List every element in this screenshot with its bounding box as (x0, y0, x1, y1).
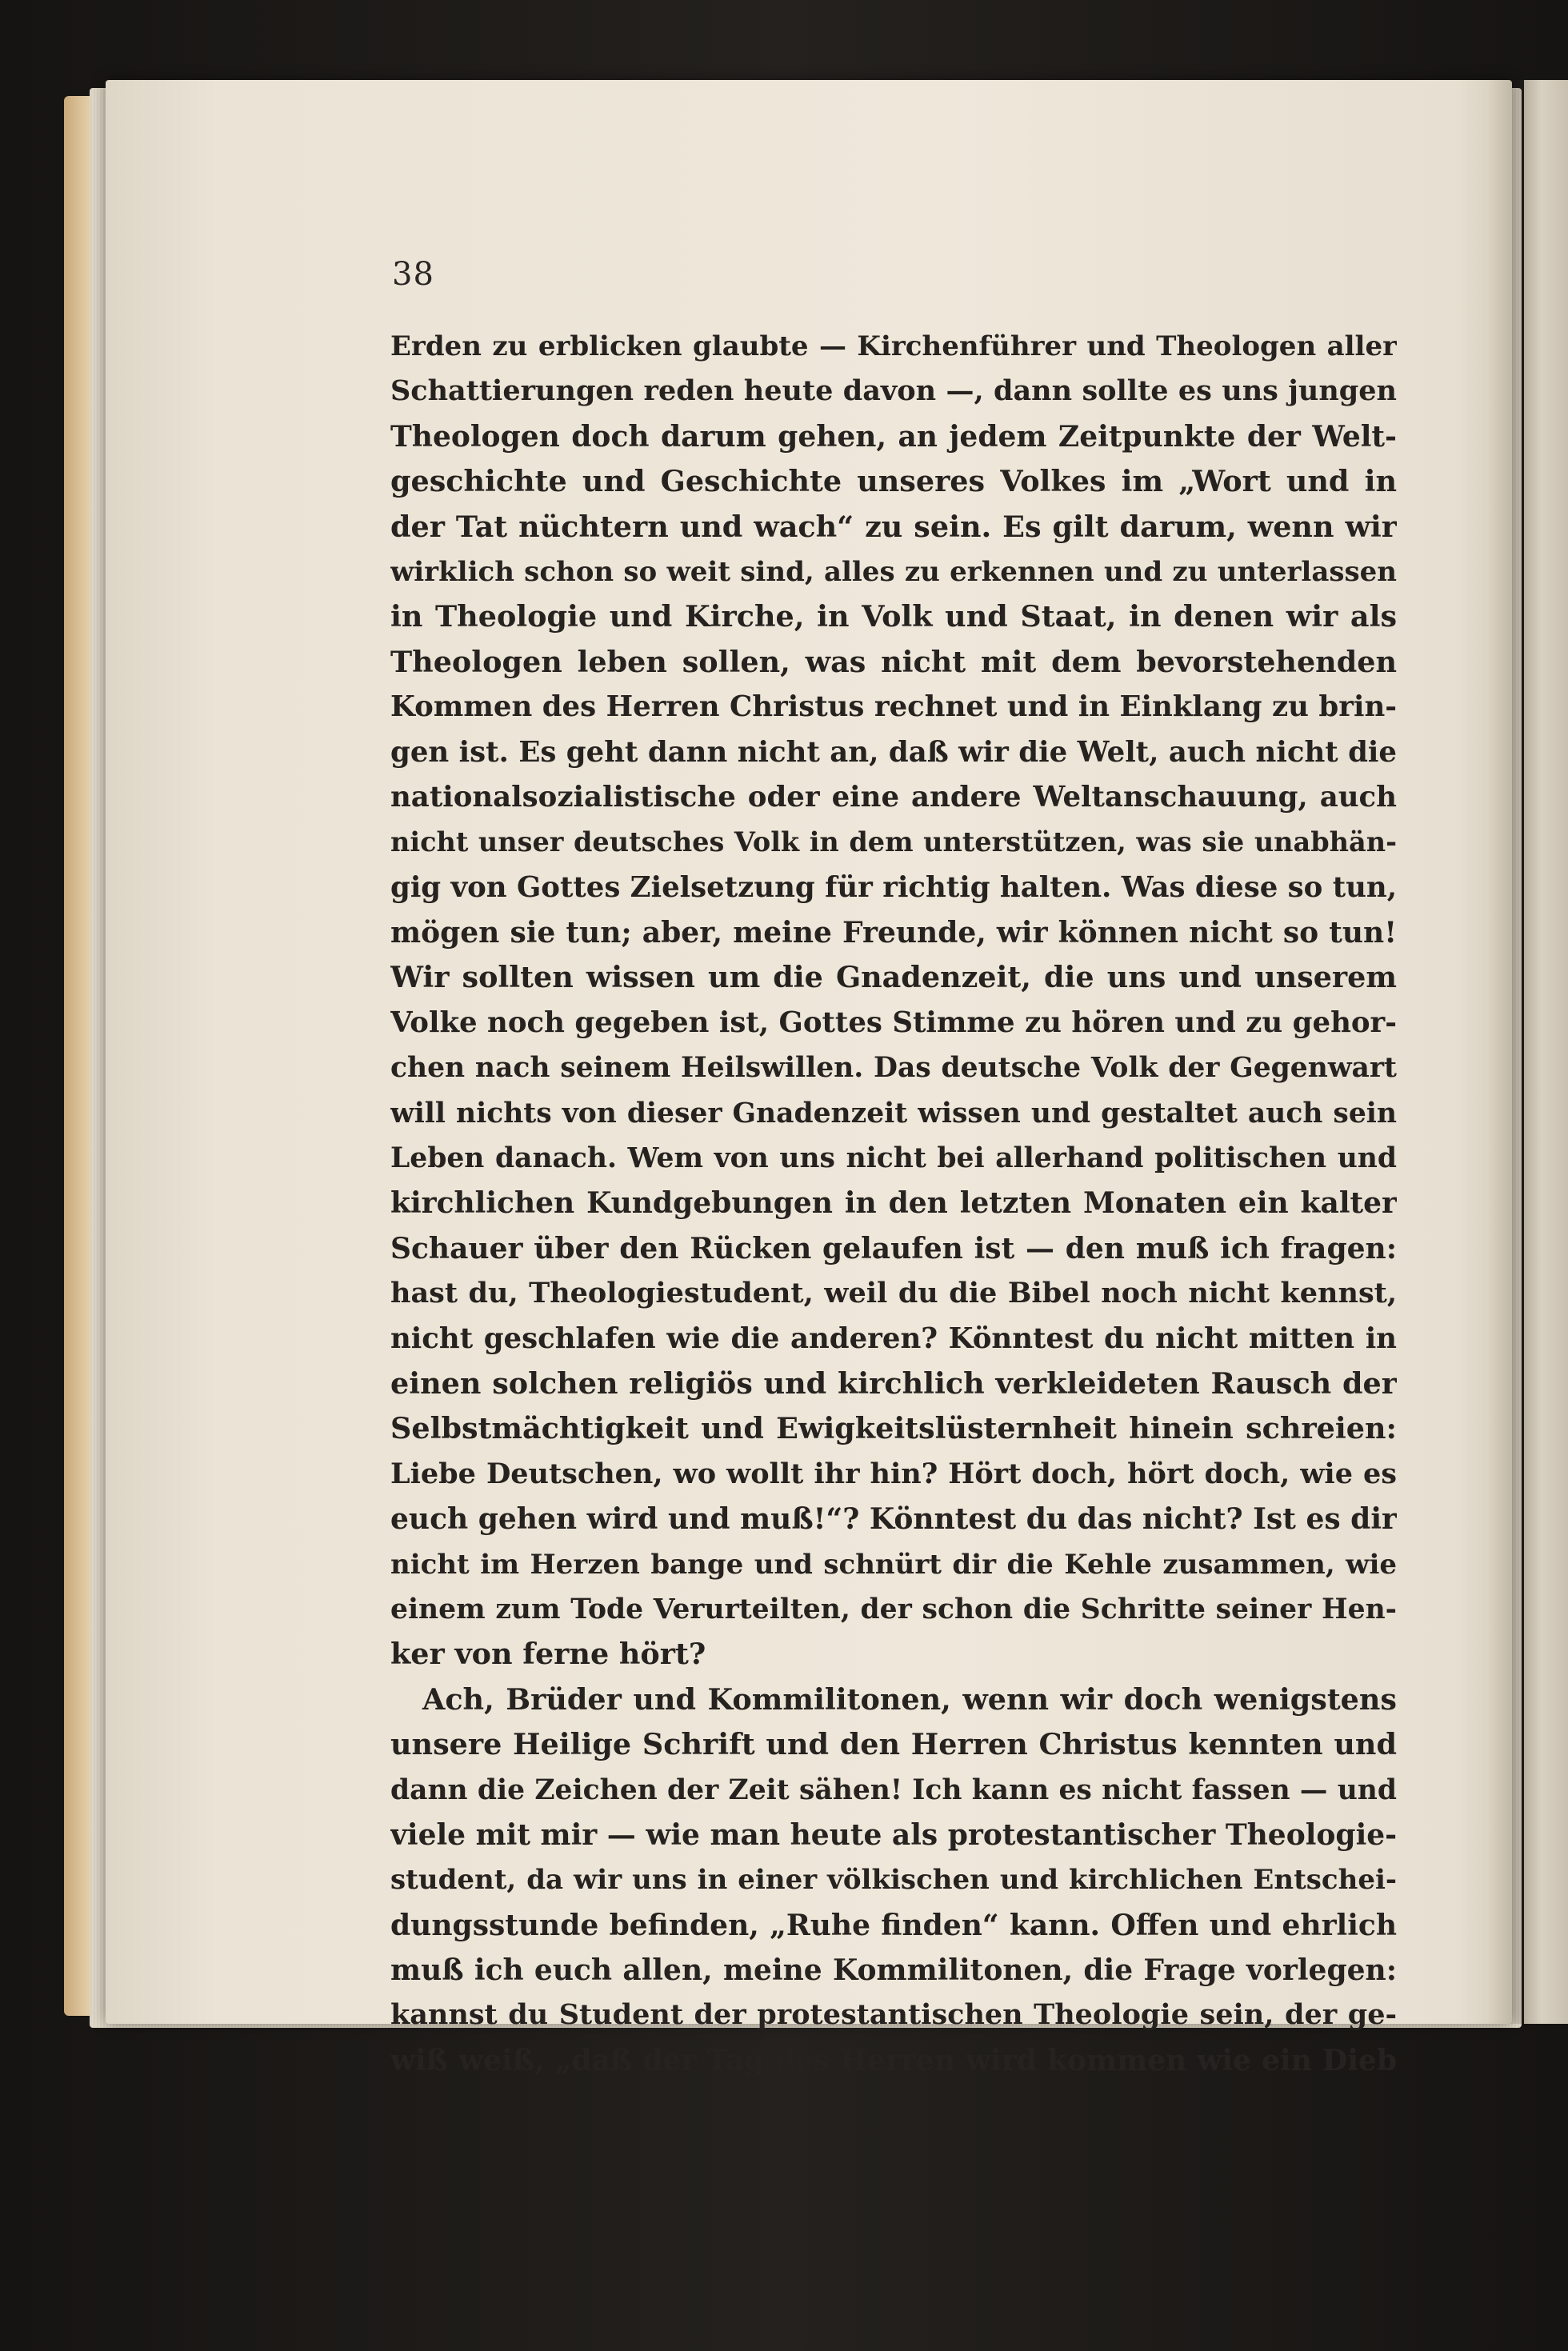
text-line: dann die Zeichen der Zeit sähen! Ich kann es nicht fassen — und (390, 1773, 1397, 1806)
text-line: Erden zu erblicken glaubte — Kirchenführer und Theologen aller (390, 330, 1397, 362)
text-line: gig von Gottes Zielsetzung für richtig halten. Was diese so tun, (390, 870, 1397, 904)
text-line: gen ist. Es geht dann nicht an, daß wir die Welt, auch nicht die (390, 735, 1397, 769)
text-line: chen nach seinem Heilswillen. Das deutsche Volk der Gegenwart (390, 1052, 1397, 1085)
text-line: Schauer über den Rücken gelaufen ist — den muß ich fragen: (390, 1231, 1397, 1265)
text-line: Theologen leben sollen, was nicht mit dem bevorstehenden (390, 644, 1397, 679)
text-line: Wir sollten wissen um die Gnadenzeit, die uns und unserem (390, 960, 1397, 995)
text-line: viele mit mir — wie man heute als protestantischer Theologie- (390, 1817, 1397, 1852)
text-line: Liebe Deutschen, wo wollt ihr hin? Hört doch, hört doch, wie es (390, 1457, 1397, 1490)
text-line: student, da wir uns in einer völkischen und kirchlichen Entschei- (390, 1864, 1397, 1897)
text-line: Volke noch gegeben ist, Gottes Stimme zu hören und zu gehor- (390, 1006, 1397, 1039)
text-line: einem zum Tode Verurteilten, der schon die Schritte seiner Hen- (390, 1593, 1397, 1625)
text-line: will nichts von dieser Gnadenzeit wissen und gestaltet auch sein (390, 1097, 1397, 1130)
text-line: muß ich euch allen, meine Kommilitonen, die Frage vorlegen: (390, 1953, 1397, 1988)
page-number: 38 (392, 256, 434, 293)
text-line: Selbstmächtigkeit und Ewigkeitslüsternheit hinein schreien: (390, 1411, 1397, 1446)
text-line: euch gehen wird und muß!“? Könntest du das nicht? Ist es dir (390, 1502, 1397, 1537)
text-line: kannst du Student der protestantischen Theologie sein, der ge- (390, 1998, 1397, 2032)
text-line: geschichte und Geschichte unseres Volkes im „Wort und in (390, 464, 1397, 499)
text-line: nicht im Herzen bange und schnürt dir die Kehle zusammen, wie (390, 1548, 1397, 1581)
text-line: Schattierungen reden heute davon —, dann sollte es uns jungen (390, 374, 1397, 408)
text-line: mögen sie tun; aber, meine Freunde, wir können nicht so tun! (390, 916, 1397, 950)
gutter-shadow (1488, 80, 1524, 2024)
text-line: Kommen des Herren Christus rechnet und in Einklang zu brin- (390, 690, 1397, 724)
text-line: Theologen doch darum gehen, an jedem Zeitpunkte der Welt- (390, 419, 1397, 454)
text-line: in Theologie und Kirche, in Volk und Staat, in denen wir als (390, 599, 1397, 634)
text-line: wiß weiß, „daß der Tag des Herren wird kommen wie ein Dieb (390, 2043, 1397, 2077)
text-line: nicht geschlafen wie die anderen? Könntest du nicht mitten in (390, 1321, 1397, 1355)
text-line: Leben danach. Wem von uns nicht bei allerhand politischen und (390, 1142, 1397, 1175)
text-line: nationalsozialistische oder eine andere Weltanschauung, auch (390, 780, 1397, 814)
text-line: wirklich schon so weit sind, alles zu erkennen und zu unterlassen (390, 555, 1397, 588)
facing-page-edge (1524, 80, 1568, 2024)
text-line: kirchlichen Kundgebungen in den letzten Monaten ein kalter (390, 1186, 1397, 1221)
text-line: dungsstunde befinden, „Ruhe finden“ kann. Offen und ehrlich (390, 1908, 1397, 1942)
text-line: einen solchen religiös und kirchlich verkleideten Rausch der (390, 1365, 1397, 1401)
text-line: unsere Heilige Schrift und den Herren Christus kennten und (390, 1727, 1397, 1762)
text-line: nicht unser deutsches Volk in dem unterstützen, was sie unabhän- (390, 826, 1397, 858)
page-body-text (390, 324, 1397, 2083)
text-line: der Tat nüchtern und wach“ zu sein. Es gilt darum, wenn wir (390, 509, 1397, 544)
paragraph-start-line: Ach, Brüder und Kommilitonen, wenn wir doch wenigstens (422, 1681, 1397, 1717)
text-line: hast du, Theologiestudent, weil du die Bibel noch nicht kennst, (390, 1277, 1397, 1310)
paragraph-end-line: ker von ferne hört? (390, 1637, 706, 1672)
